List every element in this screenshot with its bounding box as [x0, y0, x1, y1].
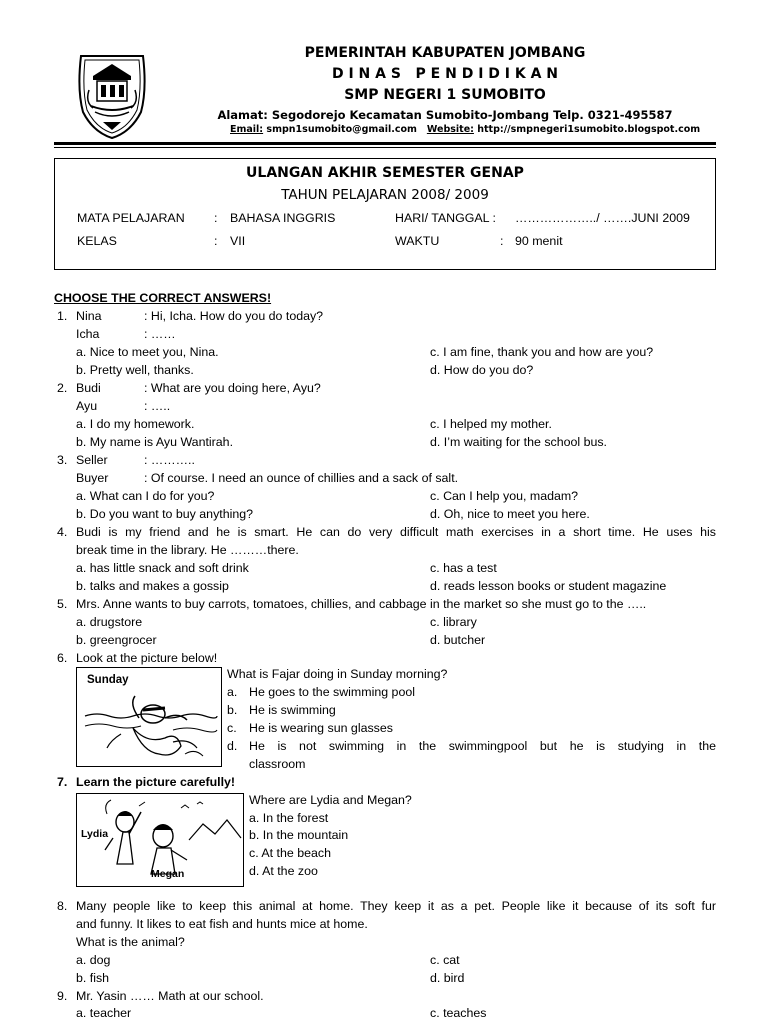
q9-option-c[interactable]: c. teaches	[430, 1006, 487, 1020]
q3-number: 3.	[57, 453, 68, 467]
q5-option-c[interactable]: c. library	[430, 615, 477, 629]
q1-speaker2: Icha	[76, 327, 100, 341]
subject-label: MATA PELAJARAN	[77, 211, 185, 225]
q6-question: What is Fajar doing in Sunday morning?	[227, 667, 448, 681]
time-value: 90 menit	[515, 234, 563, 248]
q1-line1: : Hi, Icha. How do you do today?	[144, 309, 324, 323]
q4-option-d[interactable]: d. reads lesson books or student magazine	[430, 579, 667, 593]
q7-option-c[interactable]: c. At the beach	[249, 846, 331, 860]
q7-label-megan: Megan	[151, 868, 185, 880]
q6-option-a-letter: a.	[227, 685, 238, 699]
q9-number: 9.	[57, 989, 68, 1003]
q6-option-b-letter: b.	[227, 703, 238, 717]
q7-option-d[interactable]: d. At the zoo	[249, 864, 318, 878]
subject-value: BAHASA INGGRIS	[230, 211, 336, 225]
q7-number: 7.	[57, 775, 68, 789]
q5-option-a[interactable]: a. drugstore	[76, 615, 143, 629]
q8-option-c[interactable]: c. cat	[430, 953, 460, 967]
instructions-heading: CHOOSE THE CORRECT ANSWERS!	[54, 291, 272, 305]
q3-line1: : ………..	[144, 453, 195, 467]
website-label: Website:	[426, 124, 474, 135]
class-label: KELAS	[77, 234, 117, 248]
q7-option-a[interactable]: a. In the forest	[249, 811, 329, 825]
school-logo	[73, 50, 151, 140]
q1-speaker1: Nina	[76, 309, 102, 323]
q2-line2: : …..	[144, 399, 171, 413]
time-colon: :	[500, 234, 504, 248]
q8-option-b[interactable]: b. fish	[76, 971, 110, 985]
q5-option-b[interactable]: b. greengrocer	[76, 633, 157, 647]
q3-speaker2: Buyer	[76, 471, 109, 485]
header-contact	[230, 124, 701, 135]
q7-label-lydia: Lydia	[81, 828, 109, 840]
q8-option-a[interactable]: a. dog	[76, 953, 111, 967]
q4-option-b[interactable]: b. talks and makes a gossip	[76, 579, 229, 593]
website-link[interactable]: http://smpnegeri1sumobito.blogspot.com	[473, 124, 701, 135]
day-label: HARI/ TANGGAL :	[395, 211, 496, 225]
header-divider-thick	[54, 142, 716, 145]
q5-text: Mrs. Anne wants to buy carrots, tomatoes, chillies, and cabbage in the market so she must go to the …..	[76, 597, 647, 611]
q2-speaker1: Budi	[76, 381, 101, 395]
q1-option-a[interactable]: a. Nice to meet you, Nina.	[76, 345, 219, 359]
header-government: PEMERINTAH KABUPATEN JOMBANG	[304, 45, 586, 61]
q4-text-line1: Budi is my friend and he is smart. He can do very difficult math exercises in a short time. He uses his	[76, 525, 716, 539]
q6-picture	[76, 667, 222, 767]
q8-text-line3: What is the animal?	[76, 935, 185, 949]
swimmer-icon	[77, 668, 221, 766]
q1-number: 1.	[57, 309, 68, 323]
class-colon: :	[214, 234, 218, 248]
q2-speaker2: Ayu	[76, 399, 98, 413]
subject-colon: :	[214, 211, 218, 225]
email-label: Email:	[230, 124, 264, 135]
q3-option-a[interactable]: a. What can I do for you?	[76, 489, 215, 503]
email-link[interactable]: smpn1sumobito@gmail.com	[263, 124, 417, 135]
q1-option-d[interactable]: d. How do you do?	[430, 363, 534, 377]
q6-option-c-letter: c.	[227, 721, 237, 735]
q8-option-d[interactable]: d. bird	[430, 971, 465, 985]
q6-option-b[interactable]: He is swimming	[249, 703, 336, 717]
q2-option-a[interactable]: a. I do my homework.	[76, 417, 195, 431]
q1-option-c[interactable]: c. I am fine, thank you and how are you?	[430, 345, 654, 359]
q1-line2: : ……	[144, 327, 176, 341]
q7-instruction: Learn the picture carefully!	[76, 775, 236, 789]
q9-option-a[interactable]: a. teacher	[76, 1006, 132, 1020]
q2-option-d[interactable]: d. I’m waiting for the school bus.	[430, 435, 607, 449]
q3-option-d[interactable]: d. Oh, nice to meet you here.	[430, 507, 590, 521]
header-school-name: SMP NEGERI 1 SUMOBITO	[344, 87, 546, 103]
q3-option-c[interactable]: c. Can I help you, madam?	[430, 489, 579, 503]
q4-option-a[interactable]: a. has little snack and soft drink	[76, 561, 249, 575]
exam-year: TAHUN PELAJARAN 2008/ 2009	[281, 187, 489, 203]
q2-number: 2.	[57, 381, 68, 395]
time-label: WAKTU	[395, 234, 440, 248]
q5-number: 5.	[57, 597, 68, 611]
q6-option-d-line2[interactable]: classroom	[249, 757, 306, 771]
q7-option-b[interactable]: b. In the mountain	[249, 828, 349, 842]
q2-option-c[interactable]: c. I helped my mother.	[430, 417, 552, 431]
q6-option-c[interactable]: He is wearing sun glasses	[249, 721, 393, 735]
q6-option-d-letter: d.	[227, 739, 238, 753]
header-divider-thin	[54, 147, 716, 148]
q6-option-a[interactable]: He goes to the swimming pool	[249, 685, 415, 699]
q2-line1: : What are you doing here, Ayu?	[144, 381, 321, 395]
q6-number: 6.	[57, 651, 68, 665]
q6-picture-label: Sunday	[87, 674, 129, 686]
q9-text: Mr. Yasin …… Math at our school.	[76, 989, 264, 1003]
q4-option-c[interactable]: c. has a test	[430, 561, 497, 575]
regency-crest-icon	[73, 50, 151, 140]
header-department: D I N A S P E N D I D I K A N	[331, 66, 559, 82]
day-value: ………………../ …….JUNI 2009	[515, 211, 690, 225]
q6-option-d-line1[interactable]: He is not swimming in the swimmingpool but he is studying in the	[249, 739, 716, 753]
header-address: Alamat: Segodorejo Kecamatan Sumobito-Jombang Telp. 0321-495587	[217, 108, 673, 122]
q7-question: Where are Lydia and Megan?	[249, 793, 412, 807]
q8-number: 8.	[57, 899, 68, 913]
q8-text-line2: and funny. It likes to eat fish and hunts mice at home.	[76, 917, 368, 931]
q3-line2: : Of course. I need an ounce of chillies and a sack of salt.	[144, 471, 459, 485]
q4-text-line2: break time in the library. He ………there.	[76, 543, 299, 557]
q6-instruction: Look at the picture below!	[76, 651, 218, 665]
class-value: VII	[230, 234, 246, 248]
q1-option-b[interactable]: b. Pretty well, thanks.	[76, 363, 194, 377]
q3-speaker1: Seller	[76, 453, 108, 467]
q5-option-d[interactable]: d. butcher	[430, 633, 486, 647]
q8-text-line1: Many people like to keep this animal at home. They keep it as a pet. People like it because of its soft fur	[76, 899, 716, 913]
q4-number: 4.	[57, 525, 68, 539]
q3-option-b[interactable]: b. Do you want to buy anything?	[76, 507, 254, 521]
q7-picture	[76, 793, 244, 887]
exam-title: ULANGAN AKHIR SEMESTER GENAP	[246, 165, 524, 181]
q2-option-b[interactable]: b. My name is Ayu Wantirah.	[76, 435, 234, 449]
